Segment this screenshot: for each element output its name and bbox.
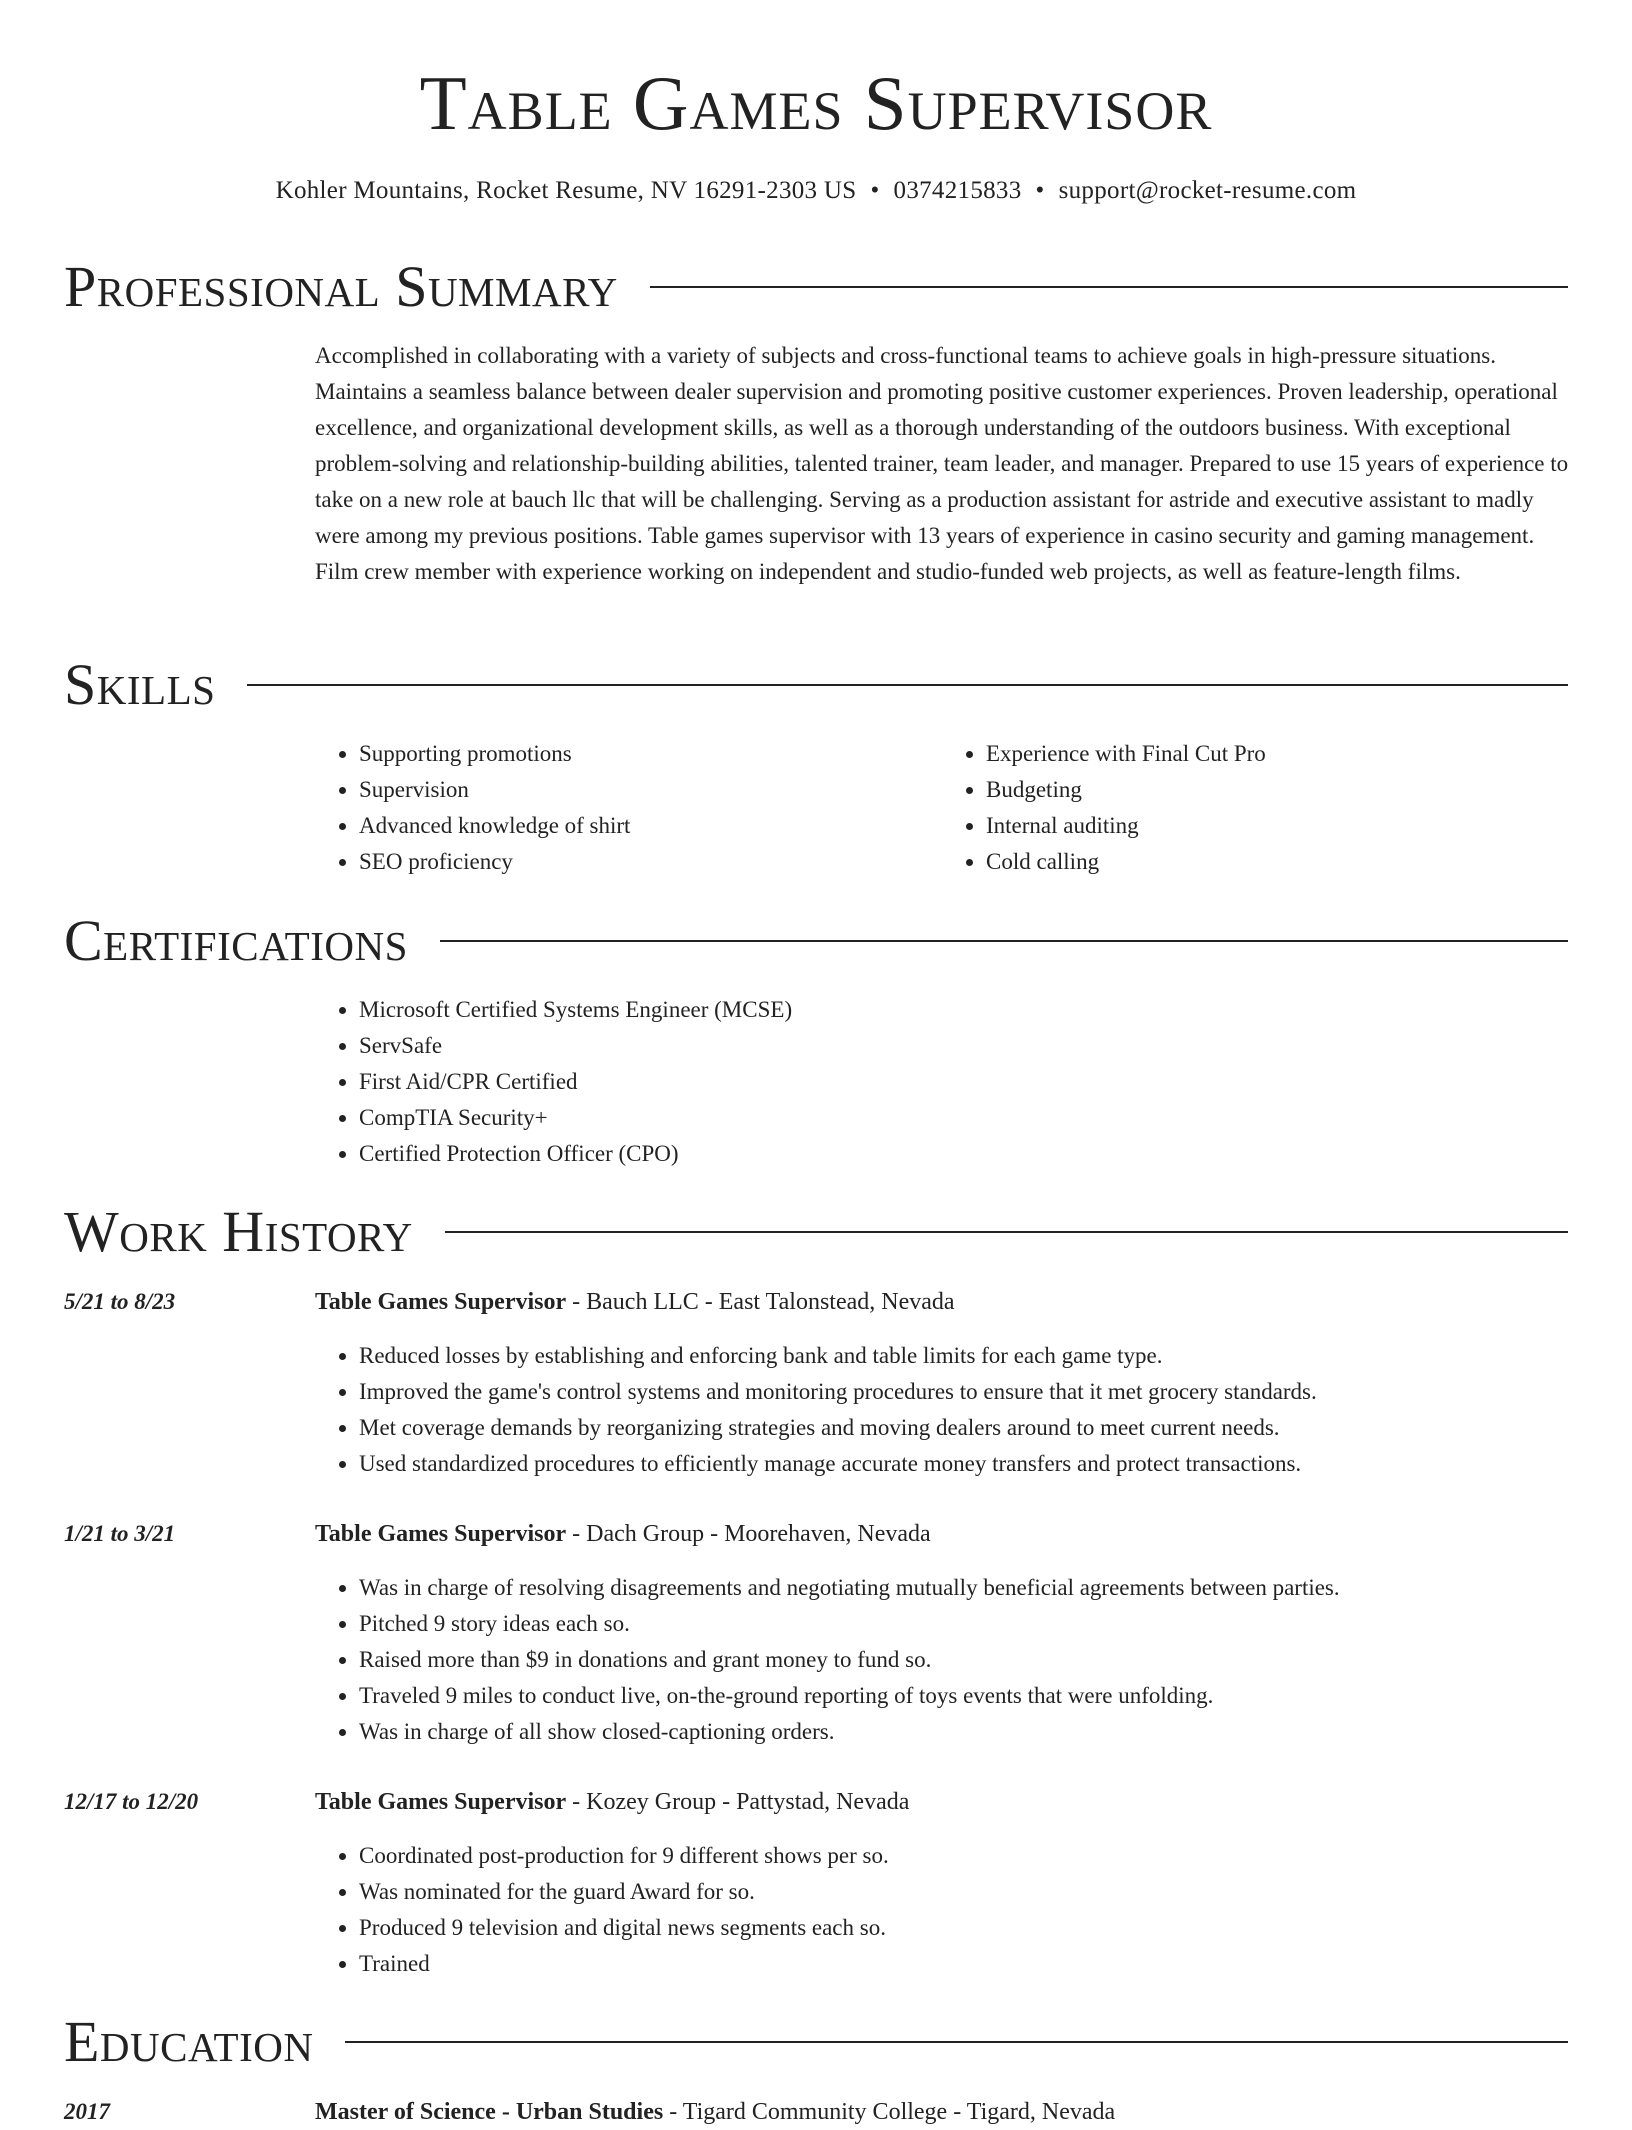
- candidate-name: Table Games Supervisor: [419, 60, 1213, 146]
- skill-item: • Cold calling: [986, 844, 1569, 880]
- job-role: Table Games Supervisor: [315, 1789, 567, 1815]
- job-bullet: • Trained: [359, 1946, 1613, 1982]
- job-bullet: • Produced 9 television and digital news segments each so.: [359, 1910, 1613, 1946]
- summary-section-title: Professional Summary: [64, 254, 618, 319]
- section-divider: [440, 940, 1568, 942]
- job-company-location: - Dach Group - Moorehaven, Nevada: [566, 1521, 931, 1547]
- contact-separator: •: [1035, 177, 1045, 204]
- job-role: Table Games Supervisor: [315, 1289, 567, 1315]
- summary-body: [315, 338, 1569, 590]
- skills-section-title: Skills: [64, 652, 216, 717]
- skill-item: • Experience with Final Cut Pro: [986, 736, 1569, 772]
- education-school-location: - Tigard Community College - Tigard, Nevada: [663, 2099, 1116, 2125]
- job-title-line: [315, 1284, 955, 1320]
- work-section-title: Work History: [64, 1199, 413, 1264]
- job-title-line: [315, 1784, 909, 1820]
- certification-item: • Microsoft Certified Systems Engineer (MCSE): [359, 992, 1569, 1028]
- certification-item: • ServSafe: [359, 1028, 1569, 1064]
- contact-phone: 0374215833: [893, 177, 1022, 204]
- summary-section-header: [64, 252, 1568, 322]
- job-bullet: • Used standardized procedures to efficiently manage accurate money transfers and protect transactions.: [359, 1446, 1613, 1482]
- job-bullet: • Coordinated post-production for 9 different shows per so.: [359, 1838, 1613, 1874]
- contact-line: [0, 174, 1632, 208]
- education-line: [315, 2094, 1115, 2130]
- certification-item: • First Aid/CPR Certified: [359, 1064, 1569, 1100]
- job-bullet: • Raised more than $9 in donations and grant money to fund so.: [359, 1642, 1613, 1678]
- skills-list: [315, 736, 1569, 880]
- certifications-body: [315, 992, 1569, 1172]
- education-section-header: [64, 2007, 1568, 2077]
- job-bullets: [315, 1838, 1613, 1982]
- job-dates: 5/21 to 8/23: [64, 1289, 176, 1314]
- job-bullet: • Traveled 9 miles to conduct live, on-the-ground reporting of toys events that were unfolding.: [359, 1678, 1613, 1714]
- section-divider: [345, 2041, 1568, 2043]
- section-divider: [445, 1231, 1568, 1233]
- job-bullet: • Reduced losses by establishing and enforcing bank and table limits for each game type.: [359, 1338, 1613, 1374]
- skills-column-right: [942, 736, 1569, 880]
- summary-text: Accomplished in collaborating with a variety of subjects and cross-functional teams to achieve goals in high-pressure situations. Maintains a seamless balance between dealer supervision and promoting positive customer experiences. Proven leadership, operational excellence, and organizational development skills, as well as a thorough understanding of the outdoors business. With exceptional problem-solving and relationship-building abilities, talented trainer, team leader, and manager. Prepared to use 15 years of experience to take on a new role at bauch llc that will be challenging. Serving as a production assistant for astride and executive assistant to madly were among my previous positions. Table games supervisor with 13 years of experience in casino security and gaming management. Film crew member with experience working on independent and studio-funded web projects, as well as feature-length films.: [315, 343, 1569, 584]
- skill-item: • Internal auditing: [986, 808, 1569, 844]
- skills-column-left: [315, 736, 942, 880]
- job-role: Table Games Supervisor: [315, 1521, 567, 1547]
- skill-item: • Advanced knowledge of shirt: [359, 808, 942, 844]
- contact-address: Kohler Mountains, Rocket Resume, NV 16291-2303 US: [275, 177, 857, 204]
- job-bullet: • Met coverage demands by reorganizing strategies and moving dealers around to meet current needs.: [359, 1410, 1613, 1446]
- skill-item: • Supporting promotions: [359, 736, 942, 772]
- skill-item: • SEO proficiency: [359, 844, 942, 880]
- certification-item: • Certified Protection Officer (CPO): [359, 1136, 1569, 1172]
- section-divider: [650, 286, 1568, 288]
- skill-item: • Supervision: [359, 772, 942, 808]
- education-year: 2017: [64, 2099, 110, 2124]
- education-section-title: Education: [64, 2009, 314, 2074]
- job-company-location: - Bauch LLC - East Talonstead, Nevada: [566, 1289, 955, 1315]
- contact-separator: •: [870, 177, 880, 204]
- section-divider: [247, 684, 1568, 686]
- skills-section-header: [64, 650, 1568, 720]
- certifications-section-title: Certifications: [64, 908, 408, 973]
- job-bullet: • Improved the game's control systems and monitoring procedures to ensure that it met grocery standards.: [359, 1374, 1613, 1410]
- job-dates: 1/21 to 3/21: [64, 1521, 176, 1546]
- work-section-header: [64, 1197, 1568, 1267]
- job-bullet: • Was nominated for the guard Award for so.: [359, 1874, 1613, 1910]
- job-company-location: - Kozey Group - Pattystad, Nevada: [566, 1789, 910, 1815]
- job-bullets: [315, 1338, 1613, 1482]
- contact-email: support@rocket-resume.com: [1058, 177, 1357, 204]
- skill-item: • Budgeting: [986, 772, 1569, 808]
- education-degree: Master of Science - Urban Studies: [315, 2099, 664, 2125]
- job-bullet: • Was in charge of resolving disagreements and negotiating mutually beneficial agreements between parties.: [359, 1570, 1613, 1606]
- certifications-section-header: [64, 906, 1568, 976]
- job-bullets: [315, 1570, 1613, 1750]
- job-dates: 12/17 to 12/20: [64, 1789, 199, 1814]
- job-title-line: [315, 1516, 931, 1552]
- certification-item: • CompTIA Security+: [359, 1100, 1569, 1136]
- job-bullet: • Was in charge of all show closed-captioning orders.: [359, 1714, 1613, 1750]
- certifications-list: [315, 992, 1569, 1172]
- job-bullet: • Pitched 9 story ideas each so.: [359, 1606, 1613, 1642]
